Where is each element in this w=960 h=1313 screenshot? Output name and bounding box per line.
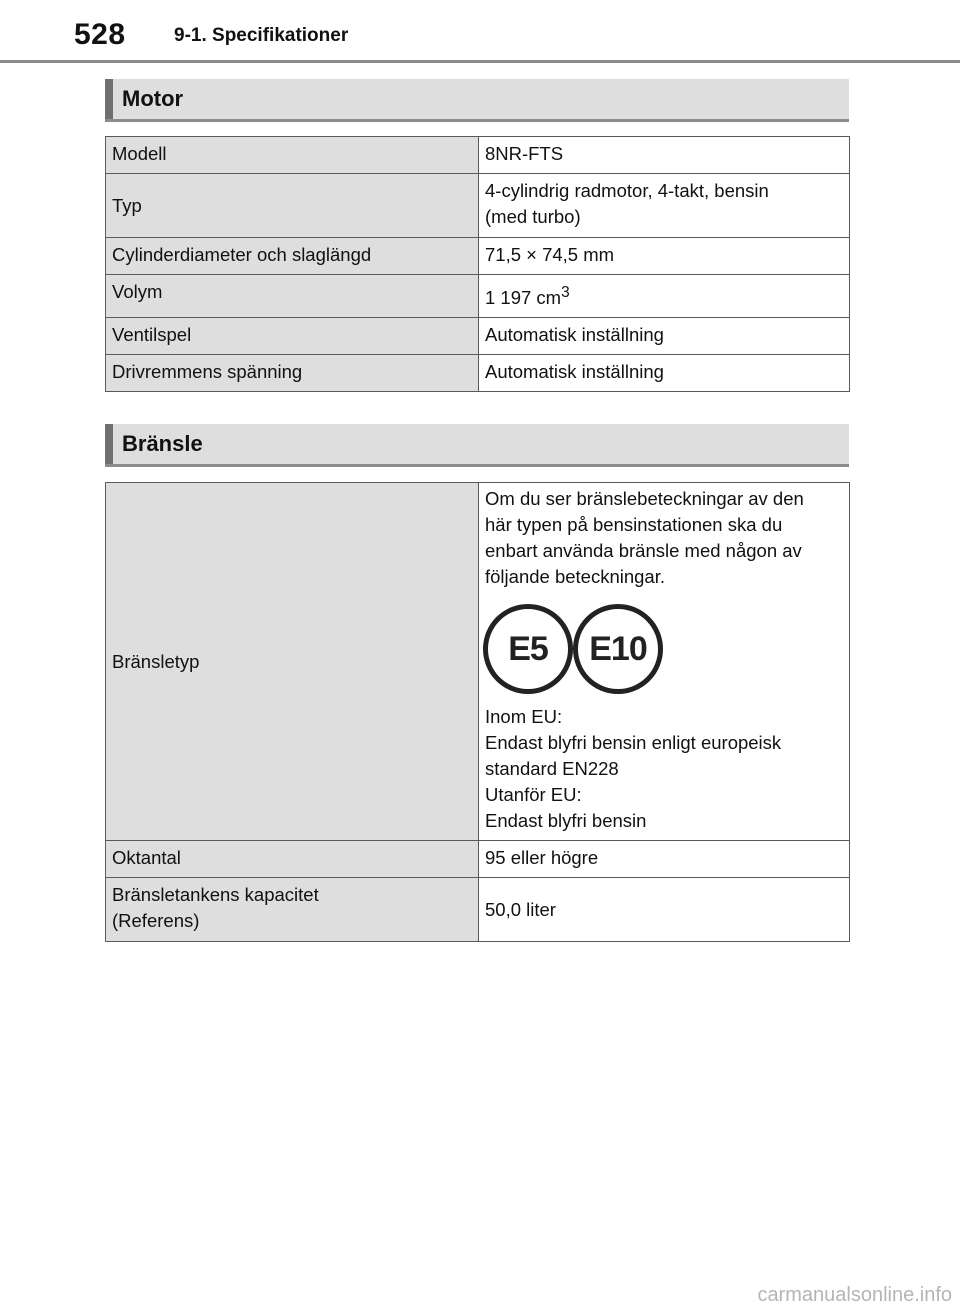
tank-label-line-1: Bränsletankens kapacitet	[112, 884, 319, 905]
table-row	[106, 841, 850, 878]
row-label-belt-tension: Drivremmens spänning	[106, 355, 479, 392]
table-row	[106, 355, 850, 392]
fuel-intro-line: här typen på bensinstationen ska du	[485, 514, 783, 535]
row-value-model: 8NR-FTS	[479, 137, 850, 174]
fuel-detail-line: standard EN228	[485, 758, 619, 779]
e10-fuel-icon: E10	[573, 604, 663, 694]
row-label-bore-stroke: Cylinderdiameter och slaglängd	[106, 238, 479, 275]
row-label-valve-clearance: Ventilspel	[106, 318, 479, 355]
row-label-fuel-type: Bränsletyp	[106, 483, 479, 841]
fuel-intro-line: följande beteckningar.	[485, 566, 665, 587]
fuel-intro-line: Om du ser bränslebeteckningar av den	[485, 488, 804, 509]
table-row	[106, 174, 850, 238]
fuel-detail-line: Endast blyfri bensin	[485, 810, 647, 831]
page-number: 528	[74, 18, 126, 51]
row-label-displacement: Volym	[106, 275, 479, 318]
row-value-displacement	[479, 275, 850, 318]
displacement-unit-exponent: 3	[561, 284, 570, 302]
row-label-octane: Oktantal	[106, 841, 479, 878]
section-title-motor: Motor	[122, 86, 184, 111]
type-line-2: (med turbo)	[485, 206, 581, 227]
row-value-belt-tension: Automatisk inställning	[479, 355, 850, 392]
row-value-tank-capacity: 50,0 liter	[479, 878, 850, 942]
header-rule	[0, 60, 960, 63]
e5-fuel-icon: E5	[483, 604, 573, 694]
table-row	[106, 275, 850, 318]
watermark: carmanualsonline.info	[757, 1284, 952, 1306]
fuel-intro-line: enbart använda bränsle med någon av	[485, 540, 802, 561]
chapter-title: 9-1. Specifikationer	[174, 25, 349, 46]
section-header-motor	[105, 79, 849, 122]
fuel-detail-line: Endast blyfri bensin enligt europeisk	[485, 732, 782, 753]
row-label-type: Typ	[106, 174, 479, 238]
type-line-1: 4-cylindrig radmotor, 4-takt, bensin	[485, 180, 769, 201]
row-label-tank-capacity	[106, 878, 479, 942]
table-row	[106, 483, 850, 841]
section-header-fuel	[105, 424, 849, 467]
table-row	[106, 318, 850, 355]
row-label-model: Modell	[106, 137, 479, 174]
section-accent	[105, 79, 113, 119]
page-header	[0, 0, 960, 64]
row-value-bore-stroke: 71,5 × 74,5 mm	[479, 238, 850, 275]
displacement-value: 1 197 cm	[485, 287, 562, 309]
table-row	[106, 137, 850, 174]
motor-spec-table	[105, 136, 850, 392]
fuel-marks	[485, 604, 845, 696]
fuel-detail-line: Utanför EU:	[485, 784, 582, 805]
table-row	[106, 878, 850, 942]
section-title-fuel: Bränsle	[122, 431, 203, 456]
tank-label-line-2: (Referens)	[112, 910, 200, 931]
row-value-valve-clearance: Automatisk inställning	[479, 318, 850, 355]
row-value-type	[479, 174, 850, 238]
row-value-octane: 95 eller högre	[479, 841, 850, 878]
fuel-spec-table	[105, 482, 850, 942]
table-row	[106, 238, 850, 275]
fuel-detail-line: Inom EU:	[485, 706, 563, 727]
section-accent	[105, 424, 113, 464]
row-value-fuel-type	[479, 483, 850, 841]
